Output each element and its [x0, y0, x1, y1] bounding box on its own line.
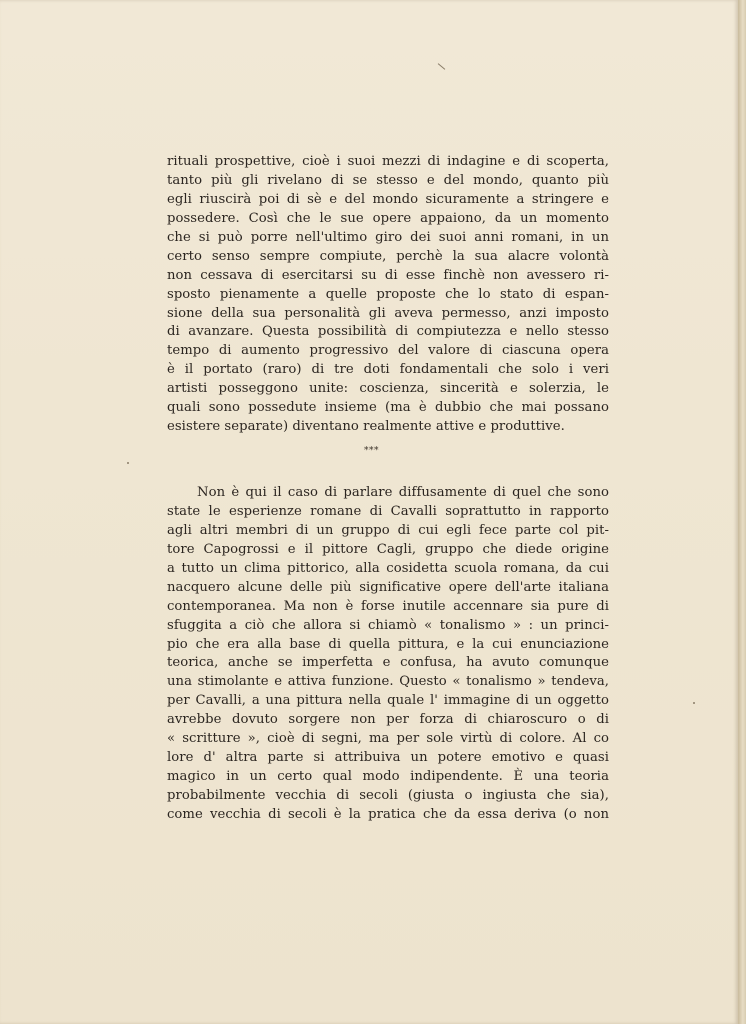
text-line: di avanzare. Questa possibilità di compiutezza e nello stesso [167, 324, 609, 340]
text-line: agli altri membri di un gruppo di cui egli fece parte col pit- [167, 522, 609, 538]
text-line: sfuggita a ciò che allora si chiamò « tonalismo » : un princi- [167, 617, 609, 633]
paragraph-2 [167, 484, 609, 825]
text-line: che si può porre nell'ultimo giro dei suoi anni romani, in un [167, 229, 609, 245]
text-line: nacquero alcune delle più significative opere dell'arte italiana [167, 579, 609, 595]
text-line: contemporanea. Ma non è forse inutile accennare sia pure di [167, 598, 609, 614]
text-line: quali sono possedute insieme (ma è dubbio che mai possano [167, 400, 609, 416]
text-line: « scritture », cioè di segni, ma per sole virtù di colore. Al co [167, 731, 609, 747]
text-line: Non è qui il caso di parlare diffusamente di quel che sono [197, 485, 609, 500]
text-line: certo senso sempre compiute, perchè la sua alacre volontà [167, 248, 609, 264]
text-line: tanto più gli rivelano di se stesso e del mondo, quanto più [167, 172, 609, 188]
text-line: avrebbe dovuto sorgere non per forza di chiaroscuro o di [167, 712, 609, 728]
section-separator: *** [364, 446, 379, 456]
paper-mark [438, 63, 446, 70]
text-line: magico in un certo qual modo indipendente. È una teoria [167, 769, 609, 785]
text-line: sposto pienamente a quelle proposte che lo stato di espan- [167, 286, 609, 302]
paragraph-1 [167, 153, 609, 437]
text-line: come vecchia di secoli è la pratica che da essa deriva (o non [167, 806, 609, 822]
text-line: tempo di aumento progressivo del valore di ciascuna opera [167, 343, 609, 359]
text-line: pio che era alla base di quella pittura, e la cui enunciazione [167, 636, 609, 652]
text-line: lore d' altra parte si attribuiva un potere emotivo e quasi [167, 750, 609, 766]
text-line: egli riuscirà poi di sè e del mondo sicuramente a stringere e [167, 191, 609, 207]
paper-mark [127, 462, 129, 464]
text-line: a tutto un clima pittorico, alla cosidetta scuola romana, da cui [167, 560, 609, 576]
text-line: state le esperienze romane di Cavalli soprattutto in rapporto [167, 503, 609, 519]
text-line: esistere separate) diventano realmente attive e produttive. [167, 419, 565, 435]
text-line: per Cavalli, a una pittura nella quale l' immagine di un oggetto [167, 693, 609, 709]
text-line: artisti posseggono unite: coscienza, sincerità e solerzia, le [167, 381, 609, 397]
text-line: rituali prospettive, cioè i suoi mezzi di indagine e di scoperta, [167, 154, 609, 169]
text-line: è il portato (raro) di tre doti fondamentali che solo i veri [167, 362, 609, 378]
text-line: possedere. Così che le sue opere appaiono, da un momento [167, 210, 609, 226]
text-line: sione della sua personalità gli aveva permesso, anzi imposto [167, 305, 609, 321]
text-line: teorica, anche se imperfetta e confusa, ha avuto comunque [167, 655, 609, 671]
text-line: probabilmente vecchia di secoli (giusta o ingiusta che sia), [167, 788, 609, 803]
text-line: una stimolante e attiva funzione. Questo « tonalismo » tendeva, [167, 674, 609, 690]
page-edge [738, 0, 746, 1024]
text-line: non cessava di esercitarsi su di esse finchè non avessero ri- [167, 267, 609, 283]
text-line: tore Capogrossi e il pittore Cagli, gruppo che diede origine [167, 541, 609, 557]
paper-mark [693, 702, 695, 704]
